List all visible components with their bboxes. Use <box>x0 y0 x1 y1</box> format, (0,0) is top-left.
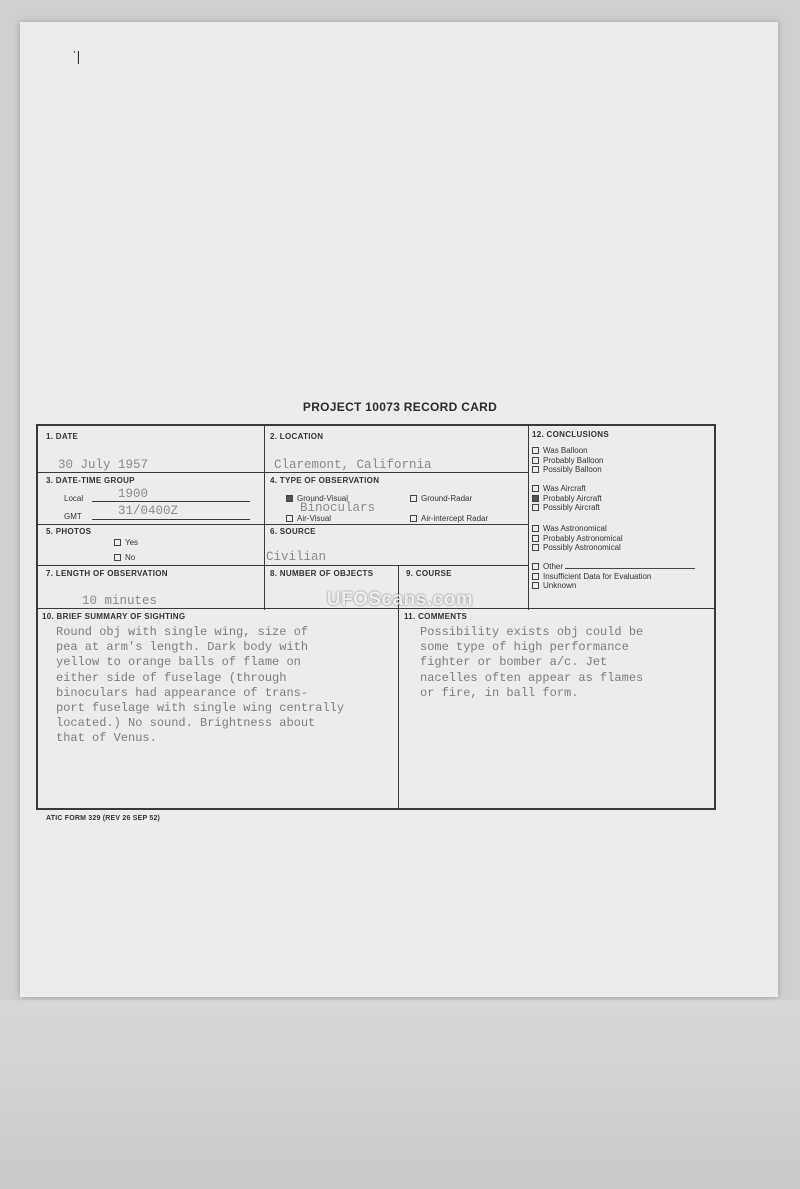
checkbox-icon <box>286 515 293 522</box>
summary-line: pea at arm's length. Dark body with <box>56 640 309 655</box>
photos-no-label: No <box>125 553 136 562</box>
conclusion-option[interactable] <box>532 456 603 465</box>
other-underline <box>565 568 695 569</box>
conclusion-option[interactable] <box>532 524 607 533</box>
location-value: Claremont, California <box>274 458 432 472</box>
option-air-intercept-radar[interactable] <box>410 514 488 523</box>
conclusion-option[interactable] <box>532 562 695 571</box>
number-of-objects-label: 8. NUMBER OF OBJECTS <box>270 569 374 578</box>
photos-label: 5. PHOTOS <box>46 527 92 536</box>
course-label: 9. COURSE <box>406 569 452 578</box>
source-value: Civilian <box>266 550 327 564</box>
card-title: PROJECT 10073 RECORD CARD <box>302 400 498 414</box>
conclusion-option-label: Unknown <box>543 581 577 590</box>
comments-line: Possibility exists obj could be <box>420 625 644 639</box>
checkbox-checked-icon <box>532 495 539 502</box>
conclusion-option-label: Possibly Aircraft <box>543 503 600 512</box>
summary-line: binoculars had appearance of trans- <box>56 685 309 700</box>
comments-line: or fire, in ball form. <box>420 685 579 700</box>
checkbox-icon <box>532 535 539 542</box>
conclusions-label: 12. CONCLUSIONS <box>532 430 609 439</box>
comments-line: some type of high performance <box>420 640 629 655</box>
photos-option-no[interactable] <box>114 553 135 562</box>
summary-line: that of Venus. <box>56 731 157 746</box>
source-label: 6. SOURCE <box>270 527 316 536</box>
conclusion-option[interactable] <box>532 484 586 493</box>
conclusion-option-label: Was Astronomical <box>543 524 607 533</box>
checkbox-icon <box>114 539 121 546</box>
option-air-intercept-radar-label: Air-intercept Radar <box>421 514 489 523</box>
summary-comments-divider <box>398 608 399 808</box>
conclusion-option-label: Was Aircraft <box>543 484 586 493</box>
location-label: 2. LOCATION <box>270 432 324 441</box>
summary-line: Round obj with single wing, size of <box>56 625 309 639</box>
local-label: Local <box>64 494 84 503</box>
summary-line: located.) No sound. Brightness about <box>56 716 316 731</box>
record-card-form <box>36 424 716 810</box>
option-ground-radar[interactable] <box>410 494 472 503</box>
date-label: 1. DATE <box>46 432 79 441</box>
conclusion-option-label: Insufficient Data for Evaluation <box>543 571 652 581</box>
row-divider-3 <box>38 565 528 566</box>
summary-text <box>56 625 344 747</box>
observation-length-label: 7. LENGTH OF OBSERVATION <box>46 569 168 578</box>
conclusion-option-label: Was Balloon <box>543 446 588 455</box>
conclusion-option[interactable] <box>532 446 588 455</box>
option-ground-visual-label: Ground-Visual <box>297 494 348 503</box>
comments-label: 11. COMMENTS <box>404 612 468 621</box>
conclusion-option-label: Probably Aircraft <box>543 493 602 503</box>
form-identifier: ATIC FORM 329 (REV 26 SEP 52) <box>46 815 161 822</box>
conclusion-option[interactable] <box>532 543 621 552</box>
conclusion-option-label: Probably Balloon <box>543 455 604 465</box>
column-divider <box>264 426 265 610</box>
observation-note: Binoculars <box>300 501 376 515</box>
date-value: 30 July 1957 <box>58 458 149 472</box>
gmt-time-value: 31/0400Z <box>118 504 179 518</box>
option-air-visual-label: Air-Visual <box>297 514 332 523</box>
conclusion-option[interactable] <box>532 534 623 543</box>
row-divider-1 <box>38 472 528 473</box>
comments-line: fighter or bomber a/c. Jet <box>420 655 608 670</box>
gmt-label: GMT <box>64 512 82 521</box>
conclusion-option-label: Probably Astronomical <box>543 533 623 543</box>
row-divider-2 <box>38 524 528 525</box>
summary-line: yellow to orange balls of flame on <box>56 655 301 670</box>
checkbox-icon <box>114 554 121 561</box>
checkbox-icon <box>532 563 539 570</box>
conclusion-option[interactable] <box>532 494 602 503</box>
conclusion-option[interactable] <box>532 572 651 581</box>
gmt-underline <box>92 519 250 520</box>
local-time-value: 1900 <box>118 487 149 501</box>
photos-yes-label: Yes <box>125 538 139 547</box>
observation-type-label: 4. TYPE OF OBSERVATION <box>270 476 380 485</box>
option-ground-radar-label: Ground-Radar <box>421 494 473 503</box>
summary-line: port fuselage with single wing centrally <box>56 701 345 716</box>
observation-length-value: 10 minutes <box>82 594 158 608</box>
checkbox-icon <box>532 466 539 473</box>
checkbox-icon <box>532 447 539 454</box>
checkbox-icon <box>532 485 539 492</box>
summary-line: either side of fuselage (through <box>56 670 287 685</box>
comments-text <box>420 625 643 701</box>
checkbox-checked-icon <box>286 495 293 502</box>
checkbox-icon <box>532 525 539 532</box>
date-time-group-label: 3. DATE-TIME GROUP <box>46 476 135 485</box>
conclusion-option-label: Other <box>543 562 564 571</box>
comments-line: nacelles often appear as flames <box>420 670 644 685</box>
conclusion-option[interactable] <box>532 503 600 512</box>
checkbox-icon <box>532 573 539 580</box>
conclusion-option-label: Possibly Astronomical <box>543 543 621 552</box>
conclusions-divider <box>528 426 529 610</box>
checkbox-icon <box>532 544 539 551</box>
local-underline <box>92 501 250 502</box>
conclusion-option[interactable] <box>532 465 602 474</box>
checkbox-icon <box>410 515 417 522</box>
summary-label: 10. BRIEF SUMMARY OF SIGHTING <box>42 612 186 621</box>
option-air-visual[interactable] <box>286 514 331 523</box>
photos-option-yes[interactable] <box>114 538 138 547</box>
checkbox-icon <box>410 495 417 502</box>
stray-ink-mark: ˈ| <box>72 48 81 64</box>
watermark: UFOScans.com <box>326 589 474 610</box>
conclusion-option-label: Possibly Balloon <box>543 465 602 474</box>
lower-scan-strip <box>0 1000 800 1189</box>
checkbox-icon <box>532 504 539 511</box>
checkbox-icon <box>532 457 539 464</box>
